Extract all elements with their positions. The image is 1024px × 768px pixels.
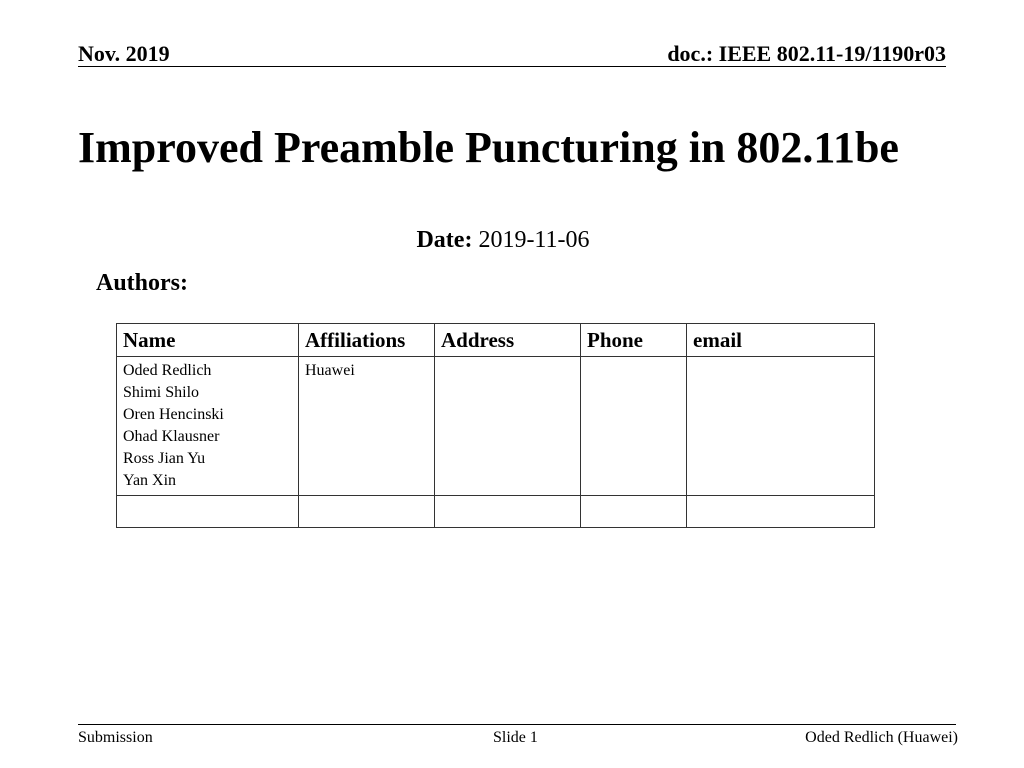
table-header-row [117, 324, 875, 357]
header-divider [78, 66, 946, 67]
column-header-phone: Phone [581, 324, 687, 357]
header-date: Nov. 2019 [78, 41, 170, 66]
affiliation-cell [299, 496, 435, 528]
footer-divider [78, 724, 956, 725]
slide-title: Improved Preamble Puncturing in 802.11be [78, 123, 899, 172]
author-name: Yan Xin [123, 472, 177, 489]
column-header-address: Address [435, 324, 581, 357]
footer-slide-number: Slide 1 [493, 729, 538, 746]
column-header-name: Name [117, 324, 299, 357]
date-line [0, 225, 1006, 255]
author-names-cell [117, 357, 299, 496]
author-name: Shimi Shilo [123, 384, 200, 401]
author-name: Oded Redlich [123, 362, 212, 379]
author-name: Oren Hencinski [123, 406, 224, 423]
column-header-affiliations: Affiliations [299, 324, 435, 357]
address-cell [435, 357, 581, 496]
phone-cell [581, 496, 687, 528]
footer-author: Oded Redlich (Huawei) [805, 729, 958, 746]
header-doc-id: doc.: IEEE 802.11-19/1190r03 [667, 41, 946, 66]
email-cell [687, 496, 875, 528]
author-names-cell [117, 496, 299, 528]
affiliation-cell: Huawei [299, 357, 435, 496]
date-value: 2019-11-06 [478, 227, 590, 253]
footer-submission: Submission [78, 729, 153, 746]
phone-cell [581, 357, 687, 496]
authors-heading: Authors: [96, 270, 189, 296]
authors-table [116, 323, 875, 528]
email-cell [687, 357, 875, 496]
date-label: Date: [416, 227, 473, 253]
table-row [117, 496, 875, 528]
author-name: Ohad Klausner [123, 428, 220, 445]
address-cell [435, 496, 581, 528]
column-header-email: email [687, 324, 875, 357]
table-row [117, 357, 875, 496]
author-name: Ross Jian Yu [123, 450, 206, 467]
